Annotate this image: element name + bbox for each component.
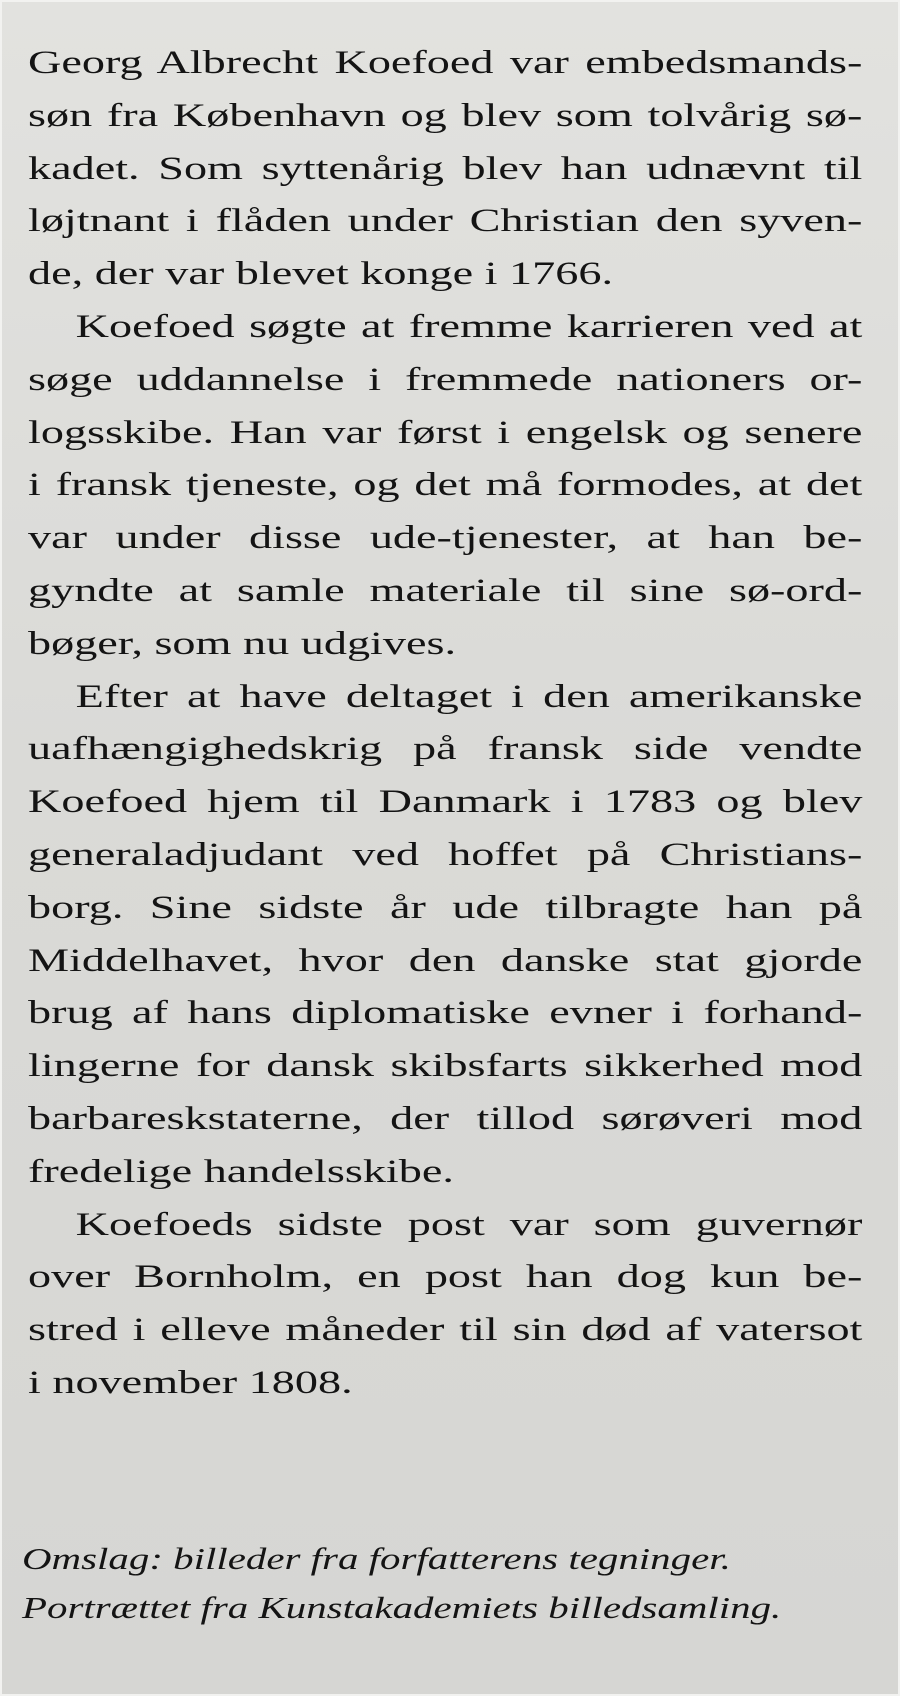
text-line: løjtnant i flåden under Christian den syven- xyxy=(28,203,863,240)
text-line: lingerne for dansk skibsfarts sikkerhed mod xyxy=(28,1048,863,1085)
text-line: uafhængighedskrig på fransk side vendte xyxy=(28,731,863,768)
text-line: Koefoed søgte at fremme karrieren ved at xyxy=(75,308,863,345)
text-line: brug af hans diplomatiske evner i forhand- xyxy=(28,995,863,1032)
text-line: de, der var blevet konge i 1766. xyxy=(28,256,614,293)
body-text xyxy=(28,37,862,1410)
text-line: Koefoeds sidste post var som guvernør xyxy=(75,1206,863,1243)
text-line: bøger, som nu udgives. xyxy=(28,625,457,662)
text-line: Koefoed hjem til Danmark i 1783 og blev xyxy=(28,784,863,821)
text-line: i fransk tjeneste, og det må formodes, at det xyxy=(28,467,863,504)
text-line: kadet. Som syttenårig blev han udnævnt til xyxy=(28,150,863,187)
text-line: Middelhavet, hvor den danske stat gjorde xyxy=(28,942,863,979)
text-line: generaladjudant ved hoffet på Christians- xyxy=(28,836,863,873)
paragraph-4 xyxy=(28,1199,862,1410)
text-line: i november 1808. xyxy=(28,1364,353,1401)
paragraph-1 xyxy=(28,37,862,301)
paragraph-2 xyxy=(28,301,862,671)
paragraph-3 xyxy=(28,671,862,1199)
text-line: logsskibe. Han var først i engelsk og senere xyxy=(28,414,863,451)
text-line: barbareskstaterne, der tillod sørøveri mod xyxy=(28,1100,863,1137)
text-line: stred i elleve måneder til sin død af vatersot xyxy=(28,1312,863,1349)
text-line: søn fra København og blev som tolvårig sø- xyxy=(28,97,863,134)
text-line: søge uddannelse i fremmede nationers or- xyxy=(28,361,863,398)
caption-line: Portrættet fra Kunstakademiets billedsamling. xyxy=(22,1590,782,1625)
caption-line: Omslag: billeder fra forfatterens tegninger. xyxy=(22,1541,731,1576)
text-line: var under disse ude-tjenester, at han be- xyxy=(28,520,863,557)
text-line: Georg Albrecht Koefoed var embedsmands- xyxy=(28,45,863,81)
text-line: borg. Sine sidste år ude tilbragte han på xyxy=(28,889,863,926)
text-line: gyndte at samle materiale til sine sø-ord- xyxy=(28,572,863,609)
cover-caption xyxy=(22,1534,814,1632)
text-line: fredelige handelsskibe. xyxy=(28,1153,454,1190)
text-line: Efter at have deltaget i den amerikanske xyxy=(75,678,863,715)
text-line: over Bornholm, en post han dog kun be- xyxy=(28,1259,863,1296)
